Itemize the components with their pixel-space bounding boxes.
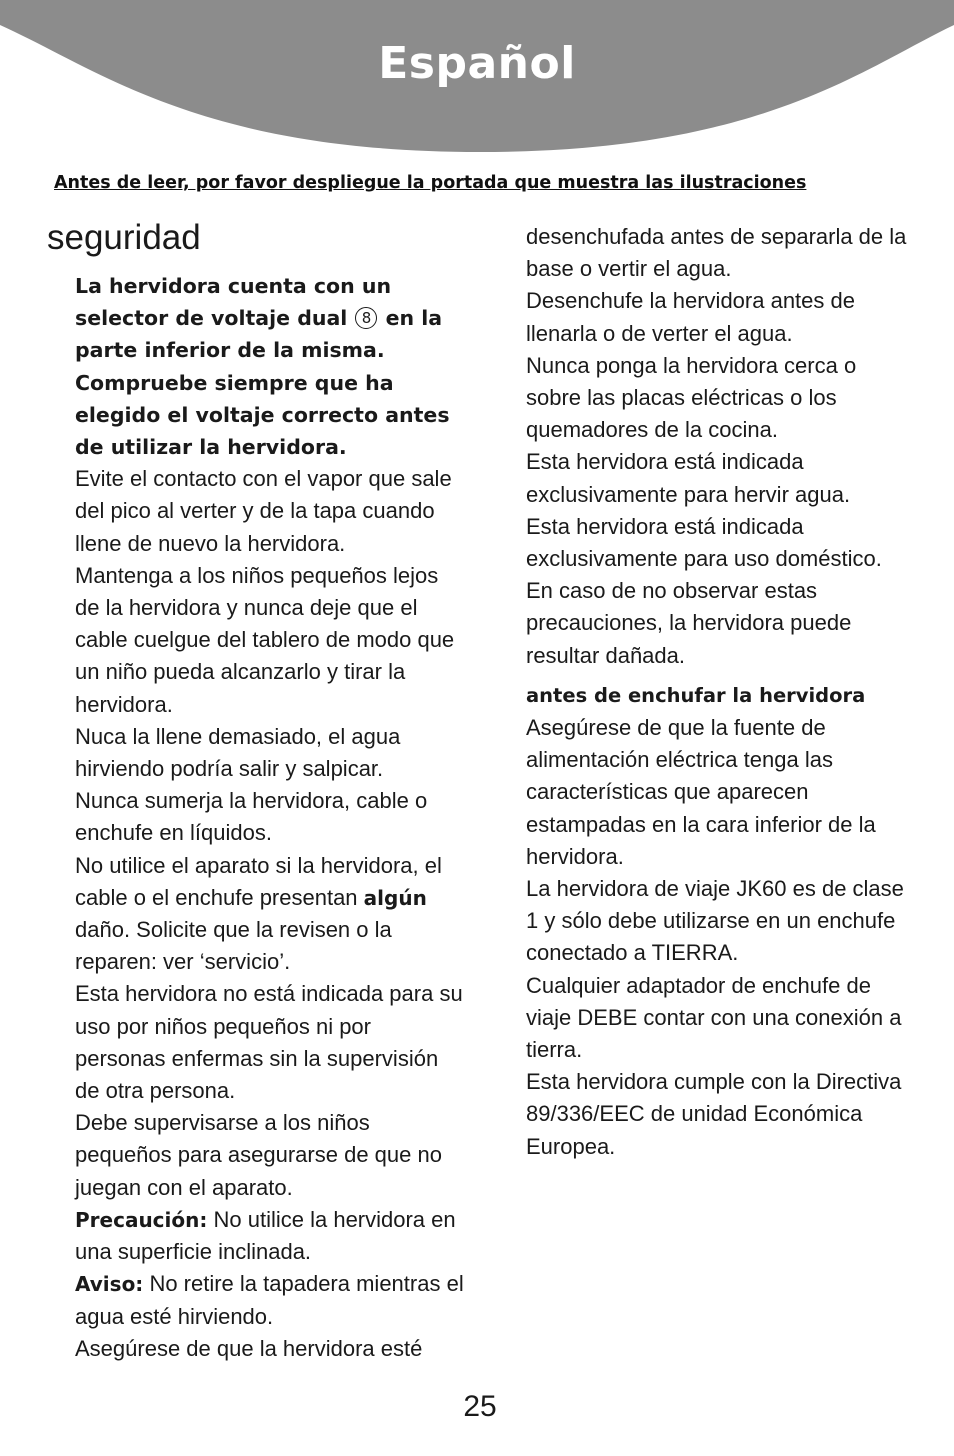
paragraph-text: daño. Solicite que la revisen o la reparen: ver ‘servicio’. [75,917,392,975]
paragraph: Evite el contacto con el vapor que sale del pico al verter y de la tapa cuando llene de nuevo la hervidora. [75,466,452,556]
warning-text: No retire la tapadera mientras el agua esté hirviendo. [75,1271,464,1329]
paragraph: desenchufada antes de separarla de la base o vertir el agua. [526,224,907,282]
paragraph: Nunca ponga la hervidora cerca o sobre las placas eléctricas o los quemadores de la cocina. [526,352,857,443]
paragraph: La hervidora de viaje JK60 es de clase 1 y sólo debe utilizarse en un enchufe conectado a TIERRA. [526,876,904,966]
paragraph: Desenchufe la hervidora antes de llenarla o de verter el agua. [526,288,855,346]
voltage-warning-text-end: en la parte inferior de la misma. Compruebe siempre que ha elegido el voltaje correcto antes de utilizar la hervidora. [75,306,450,460]
voltage-warning [75,270,465,463]
paragraph: Esta hervidora está indicada exclusivamente para uso doméstico. [526,513,882,572]
caution-text: No utilice la hervidora en una superficie inclinada. [75,1206,456,1265]
paragraph [75,850,465,979]
caution-paragraph [75,1204,465,1268]
subsection-heading: antes de enchufar la hervidora [526,683,866,707]
voltage-warning-text: La hervidora cuenta con un selector de voltaje dual [75,274,392,331]
right-column [526,221,916,1163]
paragraph: Asegúrese de que la hervidora esté [75,1335,423,1361]
warning-label: Aviso: [75,1272,144,1297]
page-number: 25 [463,1390,497,1423]
paragraph: En caso de no observar estas precauciones, la hervidora puede resultar dañada. [526,578,852,668]
paragraph: Esta hervidora no está indicada para su uso por niños pequeños ni por personas enfermas sin la supervisión de otra persona. [75,981,463,1104]
reading-notice: Antes de leer, por favor despliegue la portada que muestra las ilustraciones [54,173,807,193]
paragraph: Cualquier adaptador de enchufe de viaje DEBE contar con una conexión a tierra. [526,972,902,1063]
paragraph: Nuca la llene demasiado, el agua hirviendo podría salir y salpicar. [75,723,401,782]
section-heading: seguridad [47,218,201,257]
warning-paragraph [75,1268,465,1332]
circled-number-8: 8 [355,307,377,329]
paragraph: Esta hervidora está indicada exclusivamente para hervir agua. [526,449,851,507]
left-column [75,270,465,1365]
paragraph: Asegúrese de que la fuente de alimentación eléctrica tenga las características que aparecen estampadas en la cara inferior de la hervidora. [526,715,876,869]
paragraph: Nunca sumerja la hervidora, cable o enchufe en líquidos. [75,788,428,846]
paragraph: Mantenga a los niños pequeños lejos de la hervidora y nunca deje que el cable cuelgue del tablero de modo que un niño pueda alcanzarlo y tirar la hervidora. [75,562,455,717]
paragraph: Debe supervisarse a los niños pequeños para asegurarse de que no juegan con el aparato. [75,1110,442,1200]
caution-label: Precaución: [75,1207,208,1232]
emphasis-text: algún [363,885,427,910]
paragraph: Esta hervidora cumple con la Directiva 89/336/EEC de unidad Económica Europea. [526,1069,902,1159]
page-title: Español [378,38,576,89]
paragraph-text: No utilice el aparato si la hervidora, el cable o el enchufe presentan [75,852,442,910]
